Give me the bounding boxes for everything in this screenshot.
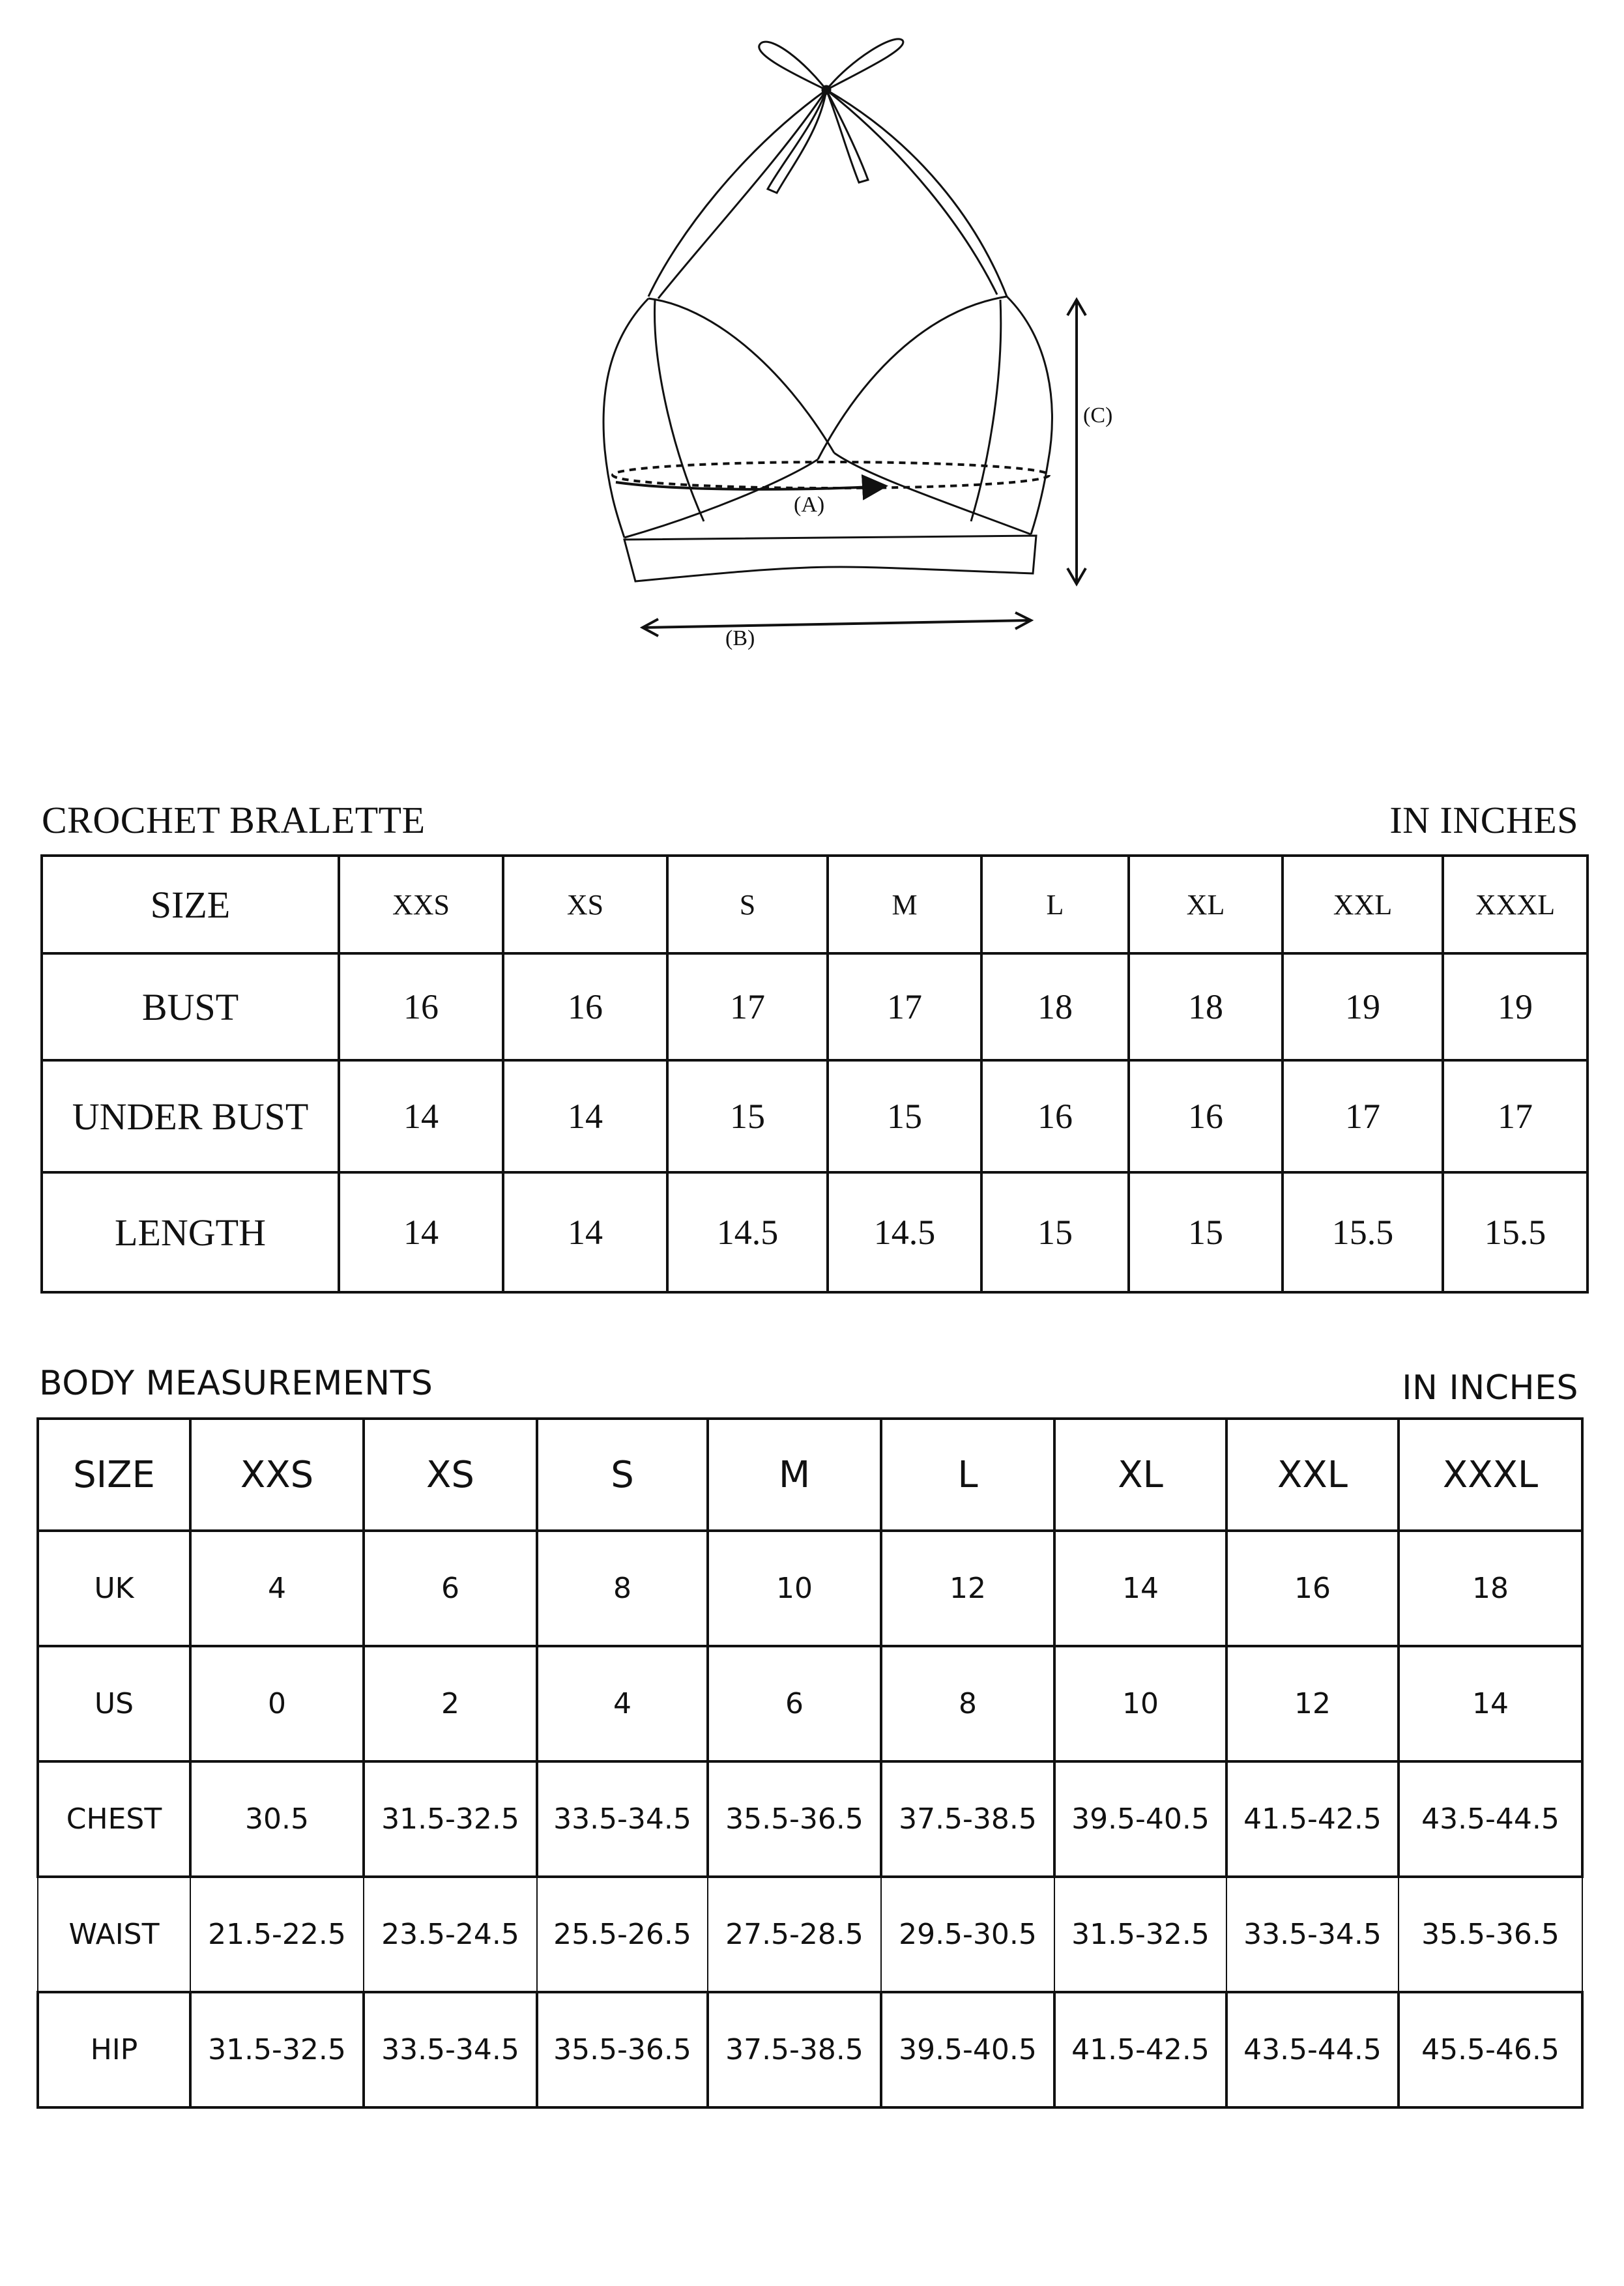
table-cell: 31.5-32.5 bbox=[190, 1992, 364, 2107]
bralette-title: CROCHET BRALETTE bbox=[42, 799, 426, 841]
table-cell: 17 bbox=[1443, 1060, 1588, 1172]
table-cell: 10 bbox=[1054, 1646, 1226, 1761]
table-row bbox=[38, 1877, 1582, 1992]
row-label: CHEST bbox=[38, 1761, 190, 1877]
table-cell: 18 bbox=[1399, 1531, 1582, 1646]
bralette-diagram bbox=[0, 0, 1624, 684]
table-cell: 33.5-34.5 bbox=[364, 1992, 537, 2107]
table-cell: 0 bbox=[190, 1646, 364, 1761]
table-cell: 17 bbox=[667, 953, 828, 1060]
table-cell: 14 bbox=[503, 1060, 667, 1172]
size-xxs: XXS bbox=[190, 1419, 364, 1531]
table-cell: 10 bbox=[708, 1531, 881, 1646]
table-cell: 35.5-36.5 bbox=[708, 1761, 881, 1877]
bralette-size-table bbox=[40, 854, 1589, 1294]
table-cell: 33.5-34.5 bbox=[537, 1761, 708, 1877]
table-cell: 33.5-34.5 bbox=[1226, 1877, 1399, 1992]
table-cell: 6 bbox=[708, 1646, 881, 1761]
table-row bbox=[38, 1646, 1582, 1761]
bralette-unit: IN INCHES bbox=[1389, 799, 1578, 841]
table-cell: 15.5 bbox=[1443, 1172, 1588, 1292]
table-cell: 37.5-38.5 bbox=[708, 1992, 881, 2107]
table-cell: 15 bbox=[981, 1172, 1129, 1292]
row-label: HIP bbox=[38, 1992, 190, 2107]
table-cell: 16 bbox=[1129, 1060, 1283, 1172]
body-measurements-table bbox=[36, 1417, 1584, 2109]
body-size-row bbox=[38, 1419, 1582, 1531]
label-b: (B) bbox=[725, 626, 755, 650]
table-cell: 25.5-26.5 bbox=[537, 1877, 708, 1992]
table-cell: 14 bbox=[339, 1172, 503, 1292]
table-row bbox=[42, 953, 1588, 1060]
row-label: UK bbox=[38, 1531, 190, 1646]
size-xxxl: XXXL bbox=[1399, 1419, 1582, 1531]
table-cell: 35.5-36.5 bbox=[1399, 1877, 1582, 1992]
table-cell: 21.5-22.5 bbox=[190, 1877, 364, 1992]
table-cell: 14 bbox=[1399, 1646, 1582, 1761]
table-cell: 15 bbox=[1129, 1172, 1283, 1292]
row-label: US bbox=[38, 1646, 190, 1761]
size-xxl: XXL bbox=[1226, 1419, 1399, 1531]
table-cell: 39.5-40.5 bbox=[881, 1992, 1054, 2107]
body-title: BODY MEASUREMENTS bbox=[39, 1364, 433, 1403]
table-cell: 29.5-30.5 bbox=[881, 1877, 1054, 1992]
body-unit: IN INCHES bbox=[1402, 1368, 1578, 1408]
size-m: M bbox=[708, 1419, 881, 1531]
table-cell: 43.5-44.5 bbox=[1226, 1992, 1399, 2107]
table-cell: 31.5-32.5 bbox=[1054, 1877, 1226, 1992]
size-xl: XL bbox=[1129, 856, 1283, 953]
table-cell: 15 bbox=[828, 1060, 981, 1172]
table-cell: 14 bbox=[1054, 1531, 1226, 1646]
header-size-label: SIZE bbox=[42, 856, 339, 953]
table-cell: 35.5-36.5 bbox=[537, 1992, 708, 2107]
bralette-outline bbox=[603, 39, 1052, 581]
table-cell: 31.5-32.5 bbox=[364, 1761, 537, 1877]
table-cell: 6 bbox=[364, 1531, 537, 1646]
table-cell: 14 bbox=[503, 1172, 667, 1292]
table-cell: 18 bbox=[981, 953, 1129, 1060]
label-a: (A) bbox=[794, 493, 825, 517]
size-s: S bbox=[667, 856, 828, 953]
table-cell: 27.5-28.5 bbox=[708, 1877, 881, 1992]
size-s: S bbox=[537, 1419, 708, 1531]
table-cell: 17 bbox=[828, 953, 981, 1060]
table-cell: 37.5-38.5 bbox=[881, 1761, 1054, 1877]
size-xs: XS bbox=[364, 1419, 537, 1531]
table-cell: 18 bbox=[1129, 953, 1283, 1060]
table-cell: 4 bbox=[537, 1646, 708, 1761]
table-cell: 16 bbox=[1226, 1531, 1399, 1646]
table-cell: 30.5 bbox=[190, 1761, 364, 1877]
table-cell: 2 bbox=[364, 1646, 537, 1761]
row-label: BUST bbox=[42, 953, 339, 1060]
table-cell: 8 bbox=[881, 1646, 1054, 1761]
table-cell: 17 bbox=[1283, 1060, 1443, 1172]
table-cell: 14 bbox=[339, 1060, 503, 1172]
header-size-label: SIZE bbox=[38, 1419, 190, 1531]
table-cell: 8 bbox=[537, 1531, 708, 1646]
size-xxl: XXL bbox=[1283, 856, 1443, 953]
row-label: UNDER BUST bbox=[42, 1060, 339, 1172]
table-cell: 41.5-42.5 bbox=[1226, 1761, 1399, 1877]
table-cell: 39.5-40.5 bbox=[1054, 1761, 1226, 1877]
table-cell: 16 bbox=[503, 953, 667, 1060]
table-cell: 16 bbox=[981, 1060, 1129, 1172]
table-cell: 23.5-24.5 bbox=[364, 1877, 537, 1992]
table-cell: 14.5 bbox=[667, 1172, 828, 1292]
width-measure-arrow bbox=[643, 613, 1031, 636]
table-cell: 12 bbox=[881, 1531, 1054, 1646]
table-cell: 41.5-42.5 bbox=[1054, 1992, 1226, 2107]
size-xxs: XXS bbox=[339, 856, 503, 953]
table-cell: 19 bbox=[1283, 953, 1443, 1060]
size-m: M bbox=[828, 856, 981, 953]
size-xxxl: XXXL bbox=[1443, 856, 1588, 953]
table-cell: 19 bbox=[1443, 953, 1588, 1060]
size-l: L bbox=[881, 1419, 1054, 1531]
table-row bbox=[42, 1172, 1588, 1292]
table-row bbox=[38, 1761, 1582, 1877]
table-cell: 15 bbox=[667, 1060, 828, 1172]
table-row bbox=[42, 1060, 1588, 1172]
length-measure-arrow bbox=[1067, 300, 1086, 584]
table-row bbox=[38, 1531, 1582, 1646]
table-cell: 14.5 bbox=[828, 1172, 981, 1292]
table-cell: 16 bbox=[339, 953, 503, 1060]
size-xl: XL bbox=[1054, 1419, 1226, 1531]
size-l: L bbox=[981, 856, 1129, 953]
bralette-size-row bbox=[42, 856, 1588, 953]
table-cell: 4 bbox=[190, 1531, 364, 1646]
size-xs: XS bbox=[503, 856, 667, 953]
table-cell: 43.5-44.5 bbox=[1399, 1761, 1582, 1877]
label-c: (C) bbox=[1083, 403, 1113, 427]
row-label: WAIST bbox=[38, 1877, 190, 1992]
table-row bbox=[38, 1992, 1582, 2107]
row-label: LENGTH bbox=[42, 1172, 339, 1292]
table-cell: 15.5 bbox=[1283, 1172, 1443, 1292]
table-cell: 12 bbox=[1226, 1646, 1399, 1761]
table-cell: 45.5-46.5 bbox=[1399, 1992, 1582, 2107]
